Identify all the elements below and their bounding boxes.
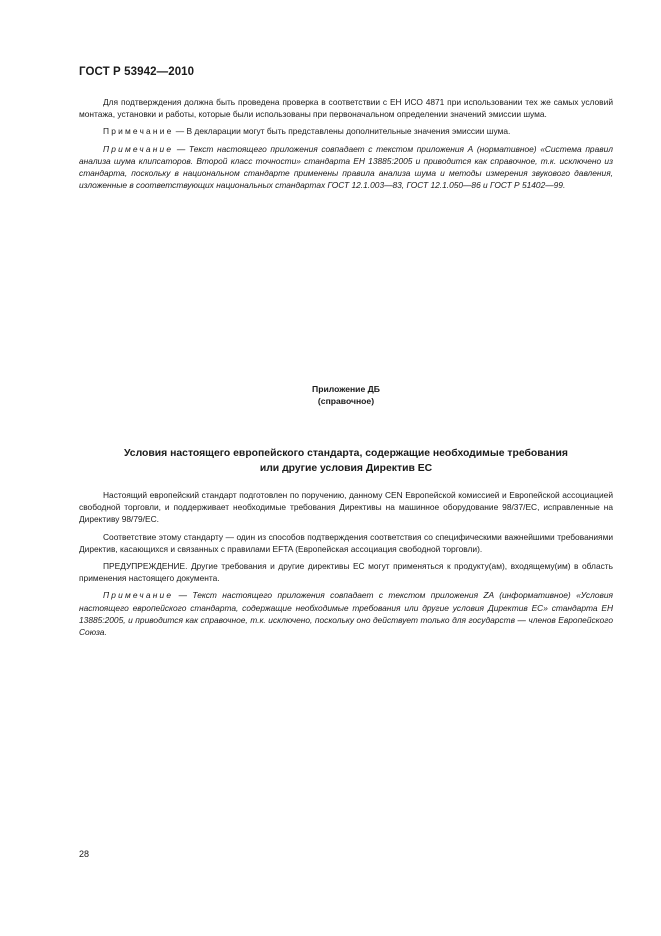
note-annex-a-source — [79, 143, 613, 192]
note-text: — В декларации могут быть представлены дополнительные значения эмиссии шума. — [173, 126, 511, 137]
annex-title — [79, 383, 613, 407]
annex-heading-line-1: Условия настоящего европейского стандарта, содержащие необходимые требования — [124, 448, 568, 459]
annex-heading-line-2: или другие условия Директив ЕС — [259, 462, 433, 474]
annex-body — [79, 489, 613, 638]
note-label: Примечание — [103, 590, 174, 601]
annex-status: (справочное) — [317, 396, 375, 406]
annex-paragraph-conformity: Соответствие этому стандарту — один из способов подтверждения соответствия со специфическими важнейшими требованиями Директив, касающихся и связанных с правилами EFTA (Европейская ассоциация свободной торговли). — [79, 531, 613, 554]
page-number: 28 — [79, 849, 90, 859]
note-annex-za-source — [79, 589, 613, 638]
annex-number: Приложение ДБ — [312, 384, 380, 394]
annex-paragraph-mandate: Настоящий европейский стандарт подготовлен по поручению, данному CEN Европейской комиссией и Европейской ассоциацией свободной торговли, и поддерживает необходимые требования Директивы на машинное оборудование 98/37/ЕС, исправленные на Директиву 98/79/ЕС. — [79, 490, 613, 525]
document-code-header: ГОСТ Р 53942—2010 — [79, 66, 195, 78]
note-emission-values — [79, 125, 613, 137]
note-label: Примечание — [103, 143, 174, 154]
verification-section — [79, 96, 613, 191]
note-text: — Текст настоящего приложения совпадает с текстом приложения ZA (информативное) «Условия настоящего европейского стандарта, содержащие необходимые требования или другие условия Директив ЕС» стандарта ЕН 13885:2005, и приводится как справочное, т.к. исключено, поскольку оно действует только для государств — членов Европейского Союза. — [79, 590, 613, 638]
annex-heading — [79, 447, 613, 476]
note-label: Примечание — [103, 126, 174, 137]
annex-paragraph-warning: ПРЕДУПРЕЖДЕНИЕ. Другие требования и другие директивы ЕС могут применяться к продукту(ам), входящему(им) в область применения настоящего документа. — [79, 561, 613, 584]
note-text: — Текст настоящего приложения совпадает с текстом приложения А (нормативное) «Система правил анализа шума клипсаторов. Второй класс точности» стандарта ЕН 13885:2005 и приводится как справочное, т.к. исключено из стандарта, поскольку в национальном стандарте применены правила анализа шума и методы измерения звукового давления, изложенные в соответствующих национальных стандартах ГОСТ 12.1.003—83, ГОСТ 12.1.050—86 и ГОСТ Р 51402—99. — [79, 143, 613, 191]
verification-paragraph: Для подтверждения должна быть проведена проверка в соответствии с ЕН ИСО 4871 при использовании тех же самых условий монтажа, установки и работы, которые были использованы при первоначальном определении значений эмиссии шума. — [79, 97, 613, 120]
